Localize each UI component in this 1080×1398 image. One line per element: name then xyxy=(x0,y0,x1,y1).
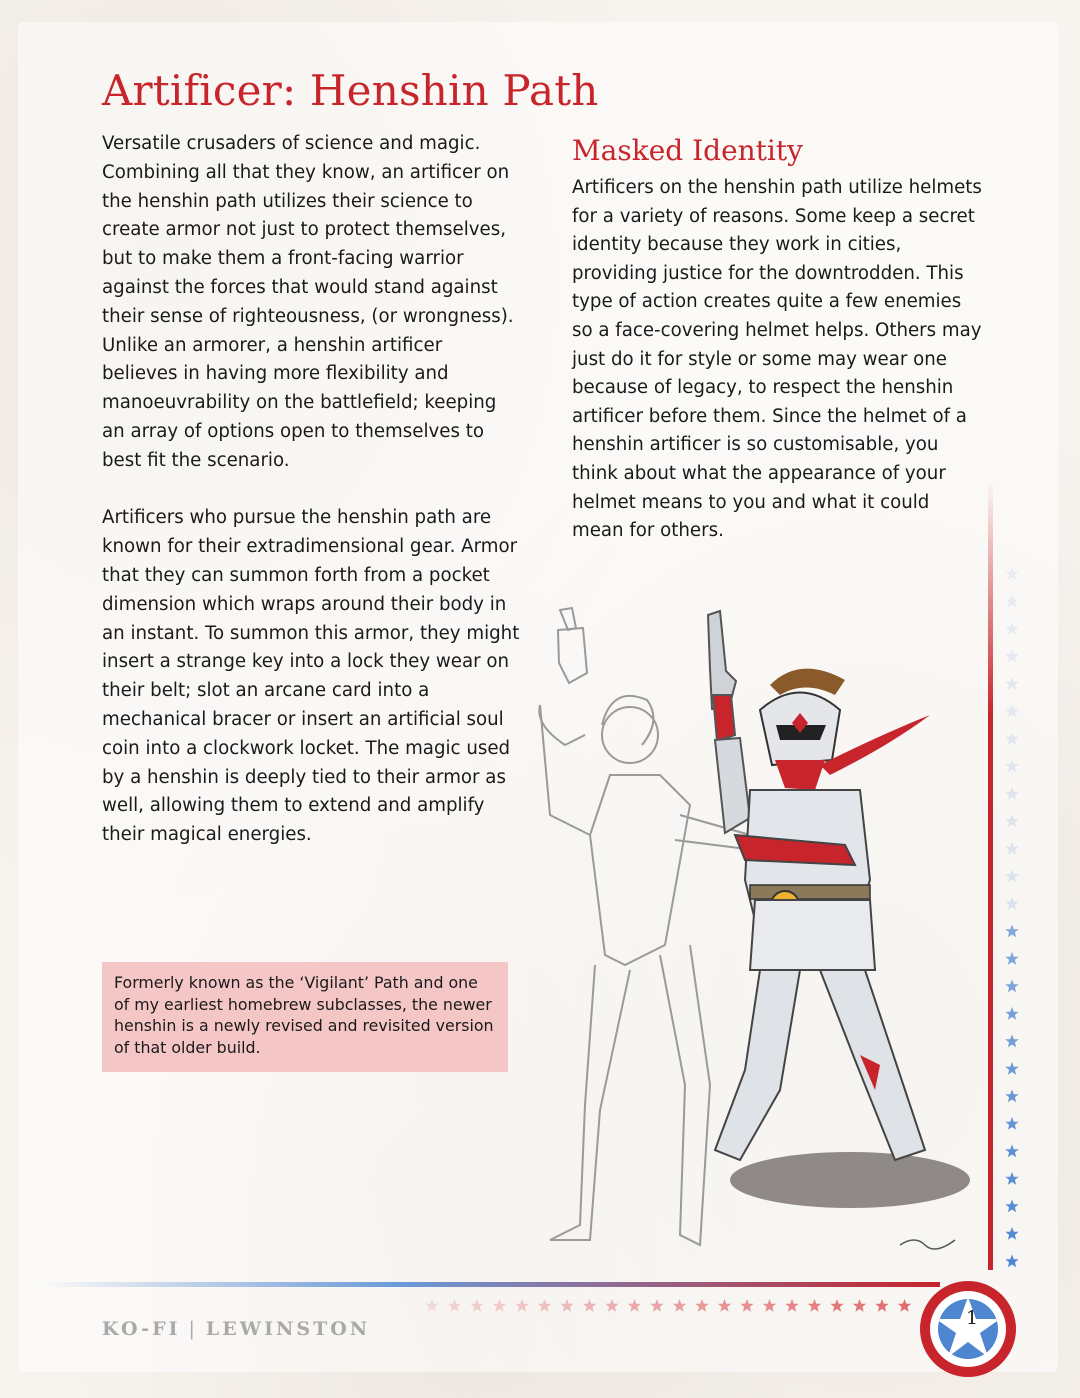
star-icon xyxy=(763,1299,776,1312)
star-icon xyxy=(583,1299,596,1312)
star-icon xyxy=(1005,1200,1018,1213)
footer-separator: | xyxy=(188,1318,198,1340)
star-icon xyxy=(1005,650,1018,663)
star-icon xyxy=(1005,787,1018,800)
star-icon xyxy=(1005,1255,1018,1268)
star-icon xyxy=(425,1299,438,1312)
decorative-blue-band xyxy=(40,1282,940,1287)
star-icon xyxy=(448,1299,461,1312)
star-icon xyxy=(1005,1035,1018,1048)
star-icon xyxy=(898,1299,911,1312)
decorative-stars-horizontal xyxy=(420,1294,930,1318)
star-icon xyxy=(853,1299,866,1312)
star-icon xyxy=(1005,1145,1018,1158)
star-icon xyxy=(1005,567,1018,580)
star-icon xyxy=(785,1299,798,1312)
star-icon xyxy=(1005,760,1018,773)
character-illustration xyxy=(520,595,990,1295)
star-icon xyxy=(1005,1090,1018,1103)
decorative-red-band xyxy=(988,480,993,1270)
star-icon xyxy=(1005,1227,1018,1240)
masked-identity-body: Artificers on the henshin path utilize helmets for a variety of reasons. Some keep a secret identity because they work in cities, providing justice for the downtrodden. This type of action creates quite a few enemies so a face-covering helmet helps. Others may just do it for style or some may wear one because of legacy, to respect the henshin artificer before them. Since the helmet of a henshin artificer is so customisable, you think about what the appearance of your helmet means to you and what it could mean for others. xyxy=(572,177,982,542)
page-number: 1 xyxy=(965,1307,979,1329)
star-icon xyxy=(560,1299,573,1312)
star-icon xyxy=(1005,842,1018,855)
star-icon xyxy=(718,1299,731,1312)
star-icon xyxy=(1005,1007,1018,1020)
star-shield-icon xyxy=(918,1279,1018,1379)
star-icon xyxy=(1005,1117,1018,1130)
star-icon xyxy=(740,1299,753,1312)
footer-kofi: KO-FI xyxy=(102,1318,181,1340)
star-icon xyxy=(1005,622,1018,635)
armored-hero xyxy=(708,611,970,1208)
star-icon xyxy=(628,1299,641,1312)
star-icon xyxy=(470,1299,483,1312)
artist-signature xyxy=(900,1240,955,1249)
star-icon xyxy=(1005,870,1018,883)
page-title: Artificer: Henshin Path xyxy=(102,66,599,115)
star-icon xyxy=(830,1299,843,1312)
footer-author: LEWINSTON xyxy=(205,1318,371,1340)
star-icon xyxy=(808,1299,821,1312)
star-icon xyxy=(1005,952,1018,965)
star-icon xyxy=(1005,732,1018,745)
star-icon xyxy=(695,1299,708,1312)
section-heading-masked-identity: Masked Identity xyxy=(572,134,803,167)
left-column xyxy=(102,130,522,850)
decorative-stars-vertical xyxy=(1000,560,1024,1280)
sidebar-note: Formerly known as the ‘Vigilant’ Path and one of my earliest homebrew subclasses, the newer henshin is a newly revised and revisited version of that older build. xyxy=(102,962,508,1072)
star-icon xyxy=(1005,897,1018,910)
star-icon xyxy=(650,1299,663,1312)
intro-paragraph-1: Versatile crusaders of science and magic. Combining all that they know, an artificer on the henshin path utilizes their science to create armor not just to protect themselves, but to make them a front-facing warrior against the forces that would stand against their sense of righteousness, (or wrongness). Unlike an armorer, a henshin artificer believes in having more flexibility and manoeuvrability on the battlefield; keeping an array of options open to themselves to best fit the scenario. xyxy=(102,133,514,471)
star-icon xyxy=(515,1299,528,1312)
star-icon xyxy=(1005,705,1018,718)
star-icon xyxy=(605,1299,618,1312)
intro-paragraph-2: Artificers who pursue the henshin path are known for their extradimensional gear. Armor that they can summon forth from a pocket dimension which wraps around their body in an instant. To summon this armor, they might insert a strange key into a lock they wear on their belt; slot an arcane card into a mechanical bracer or insert an artificial soul coin into a clockwork locket. The magic used by a henshin is deeply tied to their armor as well, allowing them to extend and amplify their magical energies. xyxy=(102,507,520,846)
star-icon xyxy=(673,1299,686,1312)
star-icon xyxy=(1005,980,1018,993)
star-icon xyxy=(493,1299,506,1312)
star-icon xyxy=(1005,677,1018,690)
star-icon xyxy=(1005,925,1018,938)
star-icon xyxy=(875,1299,888,1312)
star-icon xyxy=(1005,595,1018,608)
star-icon xyxy=(538,1299,551,1312)
star-icon xyxy=(1005,815,1018,828)
star-icon xyxy=(1005,1172,1018,1185)
star-icon xyxy=(1005,1062,1018,1075)
footer-credit xyxy=(102,1318,370,1340)
